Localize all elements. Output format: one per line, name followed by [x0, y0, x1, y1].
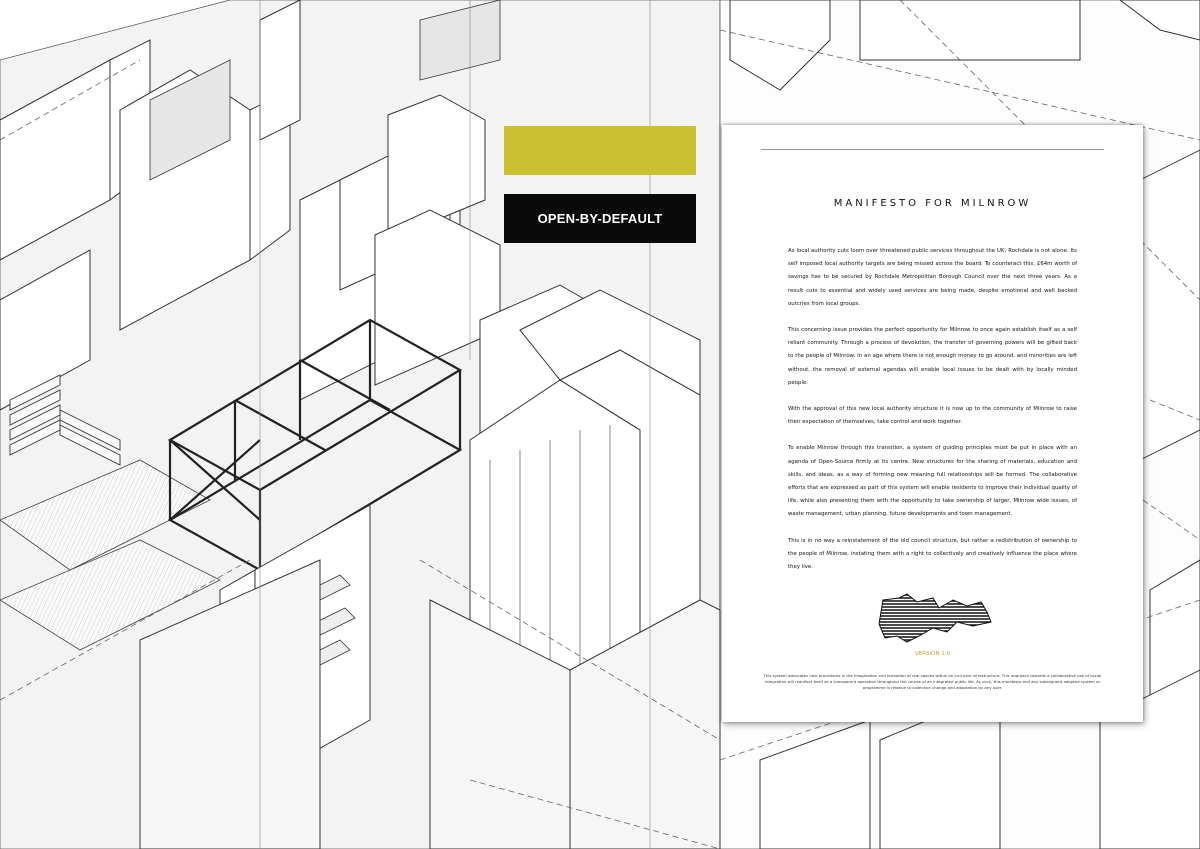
paragraph: This is in no way a reinstatement of the old council structure, but rather a redistribution of ownership to the people of Milnrow, instating them with a right to collectively and creatively influence the place where they live.	[788, 537, 1077, 571]
paragraph: To enable Milnrow through this transition, a system of guiding principles must be put in place with an agenda of Open-Source firmly at its centre. New structures for the sharing of materials, education and skills, and ideas, as a way of forming new meaning full relationships will be formed. The collaborative efforts that are expressed as part of this system will enable residents to improve their individual quality of life, while also presenting them with the opportunity to take ownership of larger, Milnrow wide issues, of waste management, urban planning, future developments and town management.	[788, 445, 1077, 518]
paragraph: As local authority cuts loom over threatened public services throughout the UK, Rochdale is not alone. Its self imposed local authority targets are being missed across the board. To counteract this, £64m worth of savings has to be secured by Rochdale Metropolitan Borough Council over the next three years. As a result cuts to essential and widely used services are being made, despite emotional and well backed outcries from local groups.	[788, 248, 1077, 307]
version-label: VERSION 1.0	[914, 651, 951, 657]
accent-block	[504, 126, 696, 175]
manifesto-body	[788, 245, 1077, 587]
manifesto-sheet	[722, 125, 1143, 722]
manifesto-title: MANIFESTO FOR MILNROW	[833, 198, 1032, 209]
top-rule	[761, 149, 1104, 150]
footer-note: This system advocates new procedures in the imagination and formation of real spaces within an inclusive infrastructure. This approach towards a collaborative use of social integration will manifest itself as a transparent operation throughout the course of an integrated public life. As such, this manifesto and any subsequent adopted system or programme is relative to collective change and adaptation by any user.	[763, 673, 1102, 690]
paragraph: This concerning issue provides the perfect opportunity for Milnrow to once again establish itself as a self reliant community. Through a process of devolution, the transfer of governing powers will be gifted back to the people of Milnrow. In an age where there is not enough money to go around, and minorities are left without, the removal of external agendas will enable local issues to be dealt with by locally minded people.	[788, 327, 1077, 386]
paragraph: With the approval of this new local authority structure it is now up to the community of Milnrow to raise their expectation of themselves, take control and work together.	[788, 406, 1077, 426]
open-by-default-label: OPEN-BY-DEFAULT	[504, 194, 696, 243]
milnrow-map-stripes-icon	[877, 592, 993, 644]
